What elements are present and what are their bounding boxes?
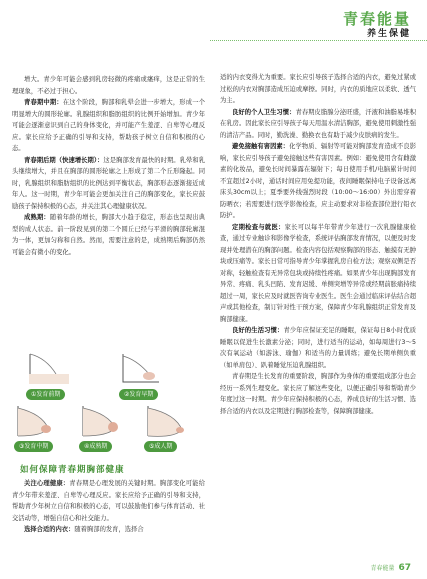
- stage-1-illustration: [26, 352, 84, 398]
- paragraph-heading: 成熟期：: [24, 214, 50, 221]
- paragraph-heading: 定期检查与就医：: [232, 223, 285, 231]
- paragraph: [12, 97, 205, 155]
- right-column: [220, 72, 416, 417]
- paragraph-text: 青少年应保证充足的睡眠，保证每日8小时优质睡眠以促进生长激素分泌；同时，进行适当的运动，如每周进行3～5次有氧运动（如游泳、瑜伽）和适当的力量训练；避免长期单侧负重（如单肩包）、趴着睡觉压迫乳腺组织。: [220, 327, 417, 369]
- paragraph: 增大。青少年可能会感到乳房轻微的疼痛或瘙痒，这是正常的生理现象，不必过于担心。: [12, 76, 205, 95]
- page-header: [0, 0, 427, 46]
- page-number: 67: [398, 563, 411, 573]
- stage-label: ②发育早期: [119, 389, 158, 400]
- stage-label: ⑤成人期: [144, 441, 177, 452]
- section-heading: 如何保障青春期胸部健康: [20, 465, 125, 475]
- stage-3-illustration: [14, 404, 72, 450]
- page-footer: [370, 563, 411, 573]
- stage-label: ①发育前期: [26, 389, 65, 400]
- paragraph: [12, 524, 205, 536]
- stage-2-illustration: [119, 352, 177, 398]
- paragraph: [220, 107, 416, 142]
- paragraph: 青春期是生长发育的重要阶段，胸部作为身体的重要组成部分也会经历一系列生理变化。家长应了解这些变化，以便正确引导和帮助青少年度过这一时期。青少年应保持积极的心态，养成良好的生活习惯、选择合适的内衣以及定期进行胸部检查等，保障胸部健康。: [220, 373, 416, 415]
- header-title: 青春能量: [342, 10, 411, 28]
- paragraph-heading: 避免接触有害因素：: [232, 143, 290, 150]
- section-title: [343, 10, 411, 40]
- paragraph-heading: 良好的个人卫生习惯：: [232, 108, 296, 116]
- paragraph-text: 随着年龄的增长，胸部大小趋于稳定，形态也呈现出典型的成人状态。前一阶段见到的第二个圆丘已经与平滑的胸部轮廓混为一体，更加匀称和自然。然而，需要注意的是，成熟期后胸部仍然可能会有微小的变化。: [12, 214, 206, 256]
- paragraph-heading: 青春期后期（快速增长期）：: [24, 156, 104, 164]
- paragraph-heading: 关注心理健康：: [24, 480, 70, 487]
- paragraph: [220, 141, 416, 222]
- paragraph-text: 随着胸部的发育，选择合: [74, 526, 144, 533]
- stage-label: ④成熟期: [79, 441, 112, 452]
- paragraph-text: 青春期是心理发展的关键时期。胸部变化可能给青少年带来羞涩、自卑等心理反应。家长应给予正确的引导和支持，帮助青少年树立自信和积极的心态，可以鼓励他们参与体育活动、社交活动等，增强自信心和社交能力。: [12, 480, 206, 522]
- paragraph: [220, 325, 416, 371]
- paragraph-text: 在这个阶段，胸部和乳晕会进一步增大，形成一个明显增大的圆形轮廓。乳腺组织和脂肪组织的比例开始增加。青少年可能会逐渐意识到自己的身体变化，并可能产生羞涩、自卑等心理反应。家长应给予正确的引导和支持，帮助孩子树立自信和积极的心态。: [12, 99, 206, 152]
- header-subtitle: 养生保健: [366, 29, 411, 39]
- paragraph-text: 青春期皮脂腺分泌旺盛，汗液和油脂易堆积在乳房。因此家长应引导孩子每天用温水清洁胸部，避免使用刺激性强的清洁产品。同时，勤洗澡、勤换衣也有助于减少皮肤病的发生。: [220, 108, 417, 139]
- left-column: [12, 74, 205, 258]
- paragraph-heading: 良好的生活习惯：: [232, 327, 284, 334]
- footer-label: 青春能量: [370, 565, 395, 572]
- paragraph: [12, 478, 205, 524]
- paragraph: [12, 212, 205, 258]
- paragraph-text: 化学物质、辐射等可能对胸部发育造成不良影响，家长应引导孩子避免接触这些有害因素。例如：避免使用含有雌激素的化妆品，避免长时间暴露在辐射下；每日使用手机/电脑累计时间不宜超过2小时，通话时间应用免提功能，夜间睡眠保持电子设备远离床头30cm以上；夏季要外线强烈时段（10:00～16:00）外出需穿着防晒衣；若需要进行医学影像检查，应主动要求对非检查部位进行铅衣防护。: [220, 143, 417, 219]
- paragraph: [12, 155, 205, 213]
- breast-development-figure: [14, 352, 204, 456]
- paragraph-heading: 青春期中期：: [24, 99, 63, 106]
- header-divider: [210, 40, 427, 41]
- paragraph-heading: 选择合适的内衣：: [24, 526, 75, 533]
- stage-5-illustration: [144, 404, 202, 450]
- left-column-bottom: [12, 478, 205, 536]
- paragraph: 适的内衣变得尤为重要。家长应引导孩子选择合适的内衣，避免过紧或过松的内衣对胸部造成压迫或摩擦。同时，内衣的质地应以柔软、透气为主。: [220, 74, 416, 104]
- stage-4-illustration: [79, 404, 137, 450]
- stage-label: ③发育中期: [14, 441, 53, 452]
- paragraph: [220, 222, 416, 326]
- paragraph-text: 这是胸部发育最快的时期。乳晕和乳头继续增大，并且在胸部的圆形轮廓之上形成了第二个丘形隆起。同时，乳腺组织和脂肪组织的比例达到平衡状态，胸部形态逐渐接近成年人。这一时期，青少年可能会更加关注自己的胸部变化，家长应鼓励孩子保持积极的心态，并关注其心理健康状况。: [12, 156, 205, 210]
- paragraph-text: 家长可以每半年带青少年进行一次乳腺健康检查，通过专业触诊和影像学检查，系统评估胸部发育情况，以便及时发现并处理潜在的胸部问题。检查内容包括观察胸部的形态、触摸有无肿块或压痛等。家长日常可指导青少年掌握乳房自检方法；观察双侧是否对称，轻触检查有无异常包块或持续性疼痛。如果青少年出现胸部发育异常、疼痛、乳头凹陷、发育迟缓、单侧突增等异常或经期前胀痛持续超过一周，家长应及时就医咨询专业医生。医生会通过临床评估结合超声或其他检查，制订针对性干预方案，保障青少年乳腺组织正常发育及胸部健康。: [220, 223, 417, 323]
